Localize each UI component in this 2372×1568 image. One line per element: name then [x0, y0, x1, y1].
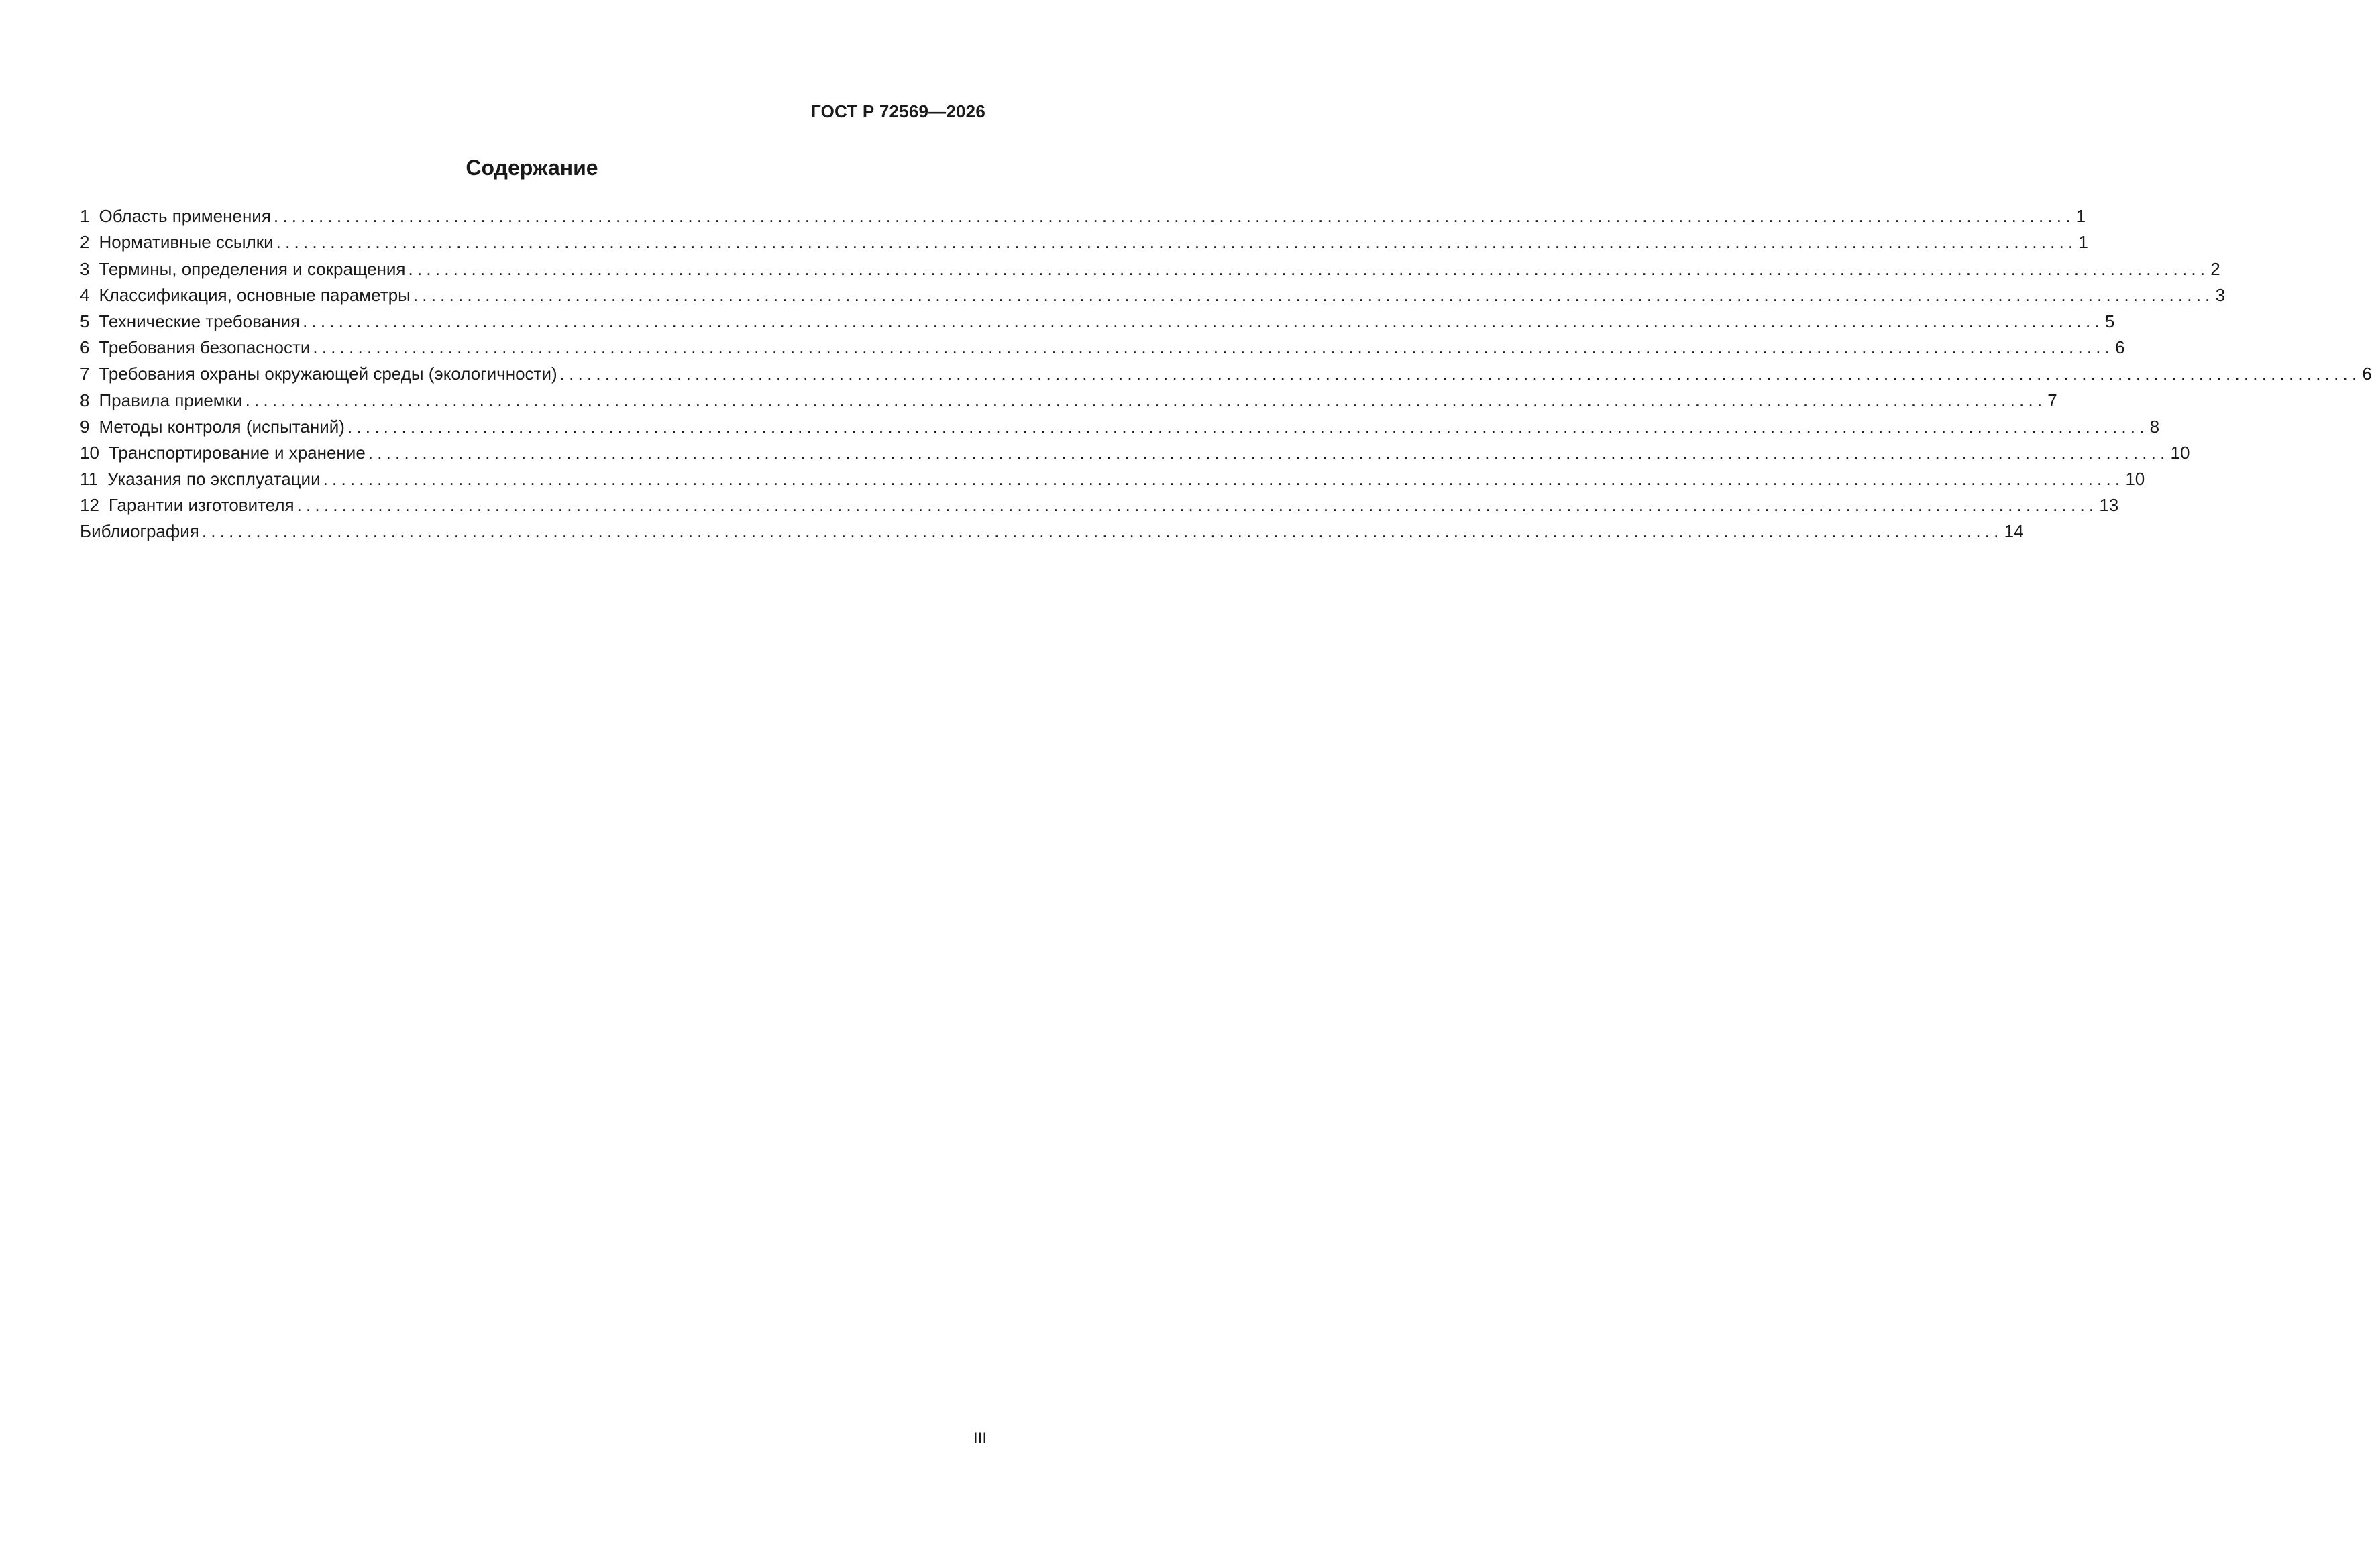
toc-entry[interactable]: [80, 463, 2145, 490]
toc-entry-page: 6: [2115, 337, 2125, 358]
toc-entry-text: Технические требования: [99, 311, 301, 331]
toc-title: Содержание: [466, 156, 598, 180]
toc-entry-label: [80, 337, 313, 358]
toc-entry[interactable]: [80, 253, 2220, 279]
toc-entry-page: 1: [2076, 206, 2086, 227]
toc-entry-page: 8: [2149, 416, 2160, 437]
toc-entry-page: 10: [2170, 442, 2190, 463]
toc-dot-leader: ........................................................................................................................................................................................................: [323, 469, 2124, 490]
toc-entry-number: 6: [80, 337, 90, 358]
table-of-contents: [80, 201, 2372, 542]
toc-entry[interactable]: [80, 280, 2226, 306]
toc-dot-leader: ........................................................................................................................................................................................................: [276, 232, 2078, 253]
toc-entry-label: [80, 311, 303, 332]
toc-entry-page: 14: [2004, 521, 2024, 542]
toc-entry-label: [80, 258, 409, 280]
toc-entry[interactable]: [80, 201, 2086, 227]
toc-entry-number: 11: [80, 469, 98, 490]
toc-entry-label: [80, 284, 413, 306]
toc-entry-label: [80, 231, 276, 253]
toc-entry-label: [80, 520, 202, 542]
toc-entry-number: 9: [80, 416, 90, 437]
toc-dot-leader: ........................................................................................................................................................................................................: [413, 284, 2214, 305]
toc-entry-page: 7: [2047, 390, 2057, 410]
toc-entry-text: Указания по эксплуатации: [107, 469, 321, 490]
toc-dot-leader: ........................................................................................................................................................................................................: [368, 442, 2169, 463]
toc-entry-text: Гарантии изготовителя: [108, 495, 294, 516]
toc-entry-text: Требования охраны окружающей среды (экологичности): [99, 363, 557, 384]
toc-dot-leader: ........................................................................................................................................................................................................: [201, 521, 2003, 542]
toc-entry[interactable]: [80, 490, 2119, 516]
toc-entry-number: 1: [80, 206, 90, 227]
toc-entry[interactable]: [80, 332, 2125, 358]
toc-dot-leader: ........................................................................................................................................................................................................: [273, 206, 2075, 227]
toc-entry-page: 13: [2099, 495, 2119, 516]
toc-entry[interactable]: [80, 384, 2057, 410]
toc-entry-page: 3: [2215, 284, 2226, 305]
toc-dot-leader: ........................................................................................................................................................................................................: [296, 495, 2098, 516]
toc-entry-label: [80, 442, 368, 463]
toc-entry-number: 5: [80, 311, 90, 331]
toc-dot-leader: ........................................................................................................................................................................................................: [347, 416, 2149, 437]
toc-entry-page: 6: [2362, 363, 2372, 384]
toc-entry-label: [80, 390, 246, 411]
toc-entry-label: [80, 363, 560, 384]
toc-entry[interactable]: [80, 437, 2190, 463]
toc-entry-number: 12: [80, 495, 99, 516]
toc-entry-text: Библиография: [80, 521, 199, 542]
toc-entry-text: Область применения: [99, 206, 271, 227]
toc-entry-number: 2: [80, 232, 90, 253]
toc-dot-leader: ........................................................................................................................................................................................................: [408, 258, 2210, 279]
document-code: ГОСТ Р 72569—2026: [811, 101, 985, 121]
toc-entry-label: [80, 494, 297, 516]
toc-entry[interactable]: [80, 227, 2088, 253]
toc-entry-page: 1: [2078, 232, 2088, 253]
toc-entry[interactable]: [80, 516, 2024, 542]
toc-entry-number: 10: [80, 442, 99, 463]
toc-entry-text: Транспортирование и хранение: [108, 442, 366, 463]
toc-entry-label: [80, 205, 274, 227]
toc-entry[interactable]: [80, 411, 2160, 437]
toc-entry-number: 8: [80, 390, 90, 410]
toc-entry-text: Нормативные ссылки: [99, 232, 274, 253]
toc-entry-text: Методы контроля (испытаний): [99, 416, 345, 437]
toc-entry-page: 5: [2104, 311, 2115, 331]
toc-entry-number: 4: [80, 284, 90, 305]
toc-dot-leader: ........................................................................................................................................................................................................: [313, 337, 2114, 358]
toc-entry-page: 10: [2125, 469, 2145, 490]
toc-entry-number: 3: [80, 258, 90, 279]
toc-entry-text: Требования безопасности: [99, 337, 311, 358]
toc-entry-label: [80, 416, 347, 437]
toc-dot-leader: ........................................................................................................................................................................................................: [303, 311, 2104, 331]
toc-entry[interactable]: [80, 306, 2115, 332]
toc-entry-text: Правила приемки: [99, 390, 243, 410]
toc-dot-leader: ........................................................................................................................................................................................................: [559, 363, 2361, 384]
toc-dot-leader: ........................................................................................................................................................................................................: [245, 390, 2047, 410]
page-number: III: [973, 1429, 987, 1447]
toc-entry-page: 2: [2210, 258, 2220, 279]
toc-entry-text: Классификация, основные параметры: [99, 284, 411, 305]
toc-entry[interactable]: [80, 358, 2372, 384]
toc-entry-text: Термины, определения и сокращения: [99, 258, 406, 279]
toc-entry-label: [80, 468, 323, 490]
toc-entry-number: 7: [80, 363, 90, 384]
